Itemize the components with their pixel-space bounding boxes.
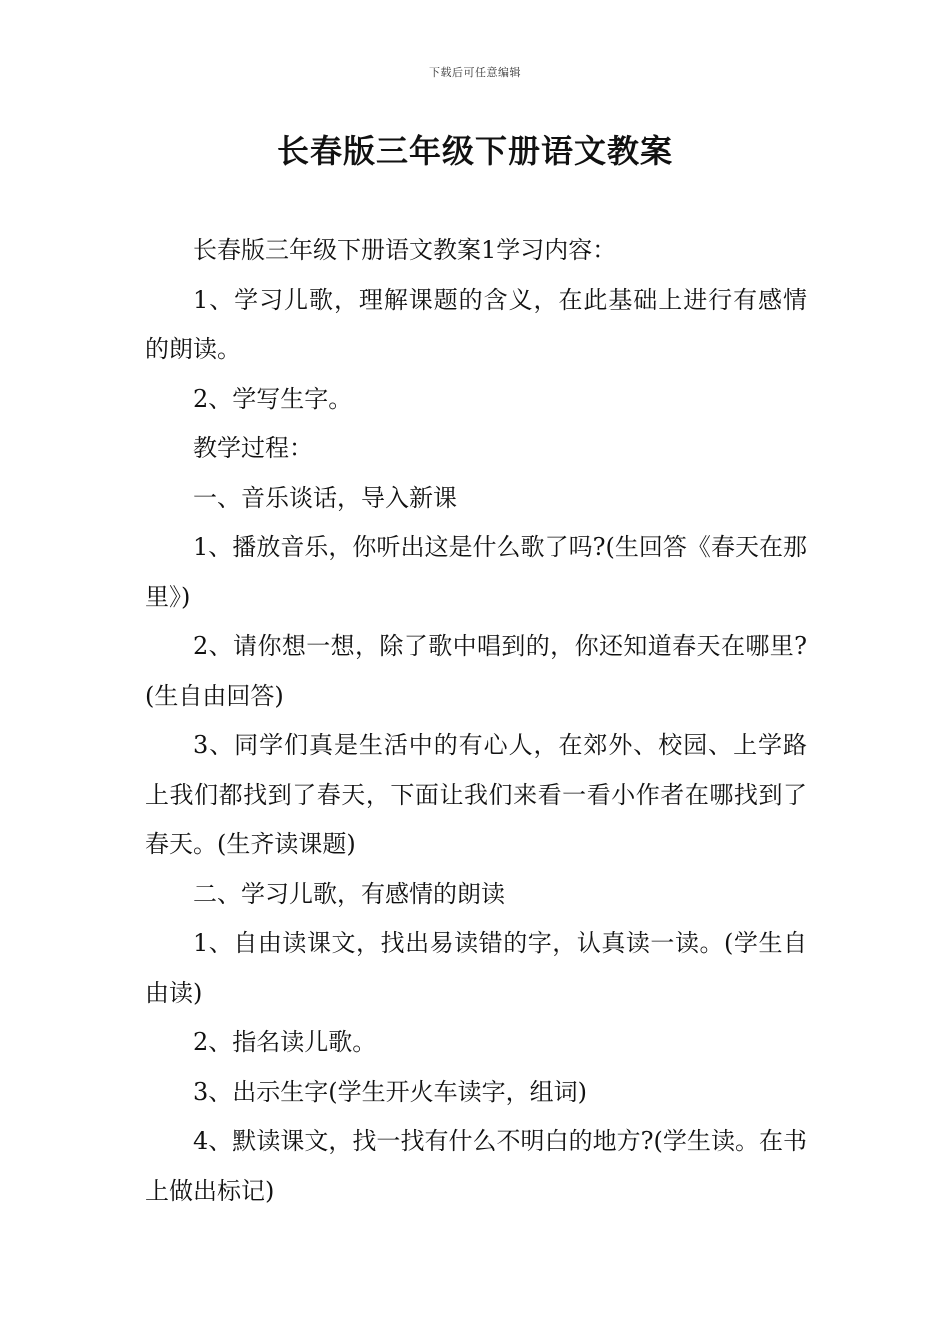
paragraph-objective-1: 1、学习儿歌，理解课题的含义，在此基础上进行有感情的朗读。 <box>145 285 807 363</box>
header-note: 下载后可任意编辑 <box>429 66 521 79</box>
paragraph-section-1-step-1: 1、播放音乐，你听出这是什么歌了吗?(生回答《春天在那里》) <box>145 533 807 611</box>
paragraph-intro: 长春版三年级下册语文教案1学习内容： <box>193 236 617 264</box>
document-title: 长春版三年级下册语文教案 <box>276 132 673 170</box>
paragraph-section-2-heading: 二、学习儿歌，有感情的朗读 <box>193 879 505 908</box>
paragraph-objective-2: 2、学写生字。 <box>193 384 353 413</box>
paragraph-section-2-step-4: 4、默读课文，找一找有什么不明白的地方?(学生读。在书上做出标记) <box>145 1127 807 1205</box>
paragraph-section-1-step-2: 2、请你想一想，除了歌中唱到的，你还知道春天在哪里?(生自由回答) <box>145 632 807 710</box>
paragraph-section-2-step-1: 1、自由读课文，找出易读错的字，认真读一读。(学生自由读) <box>145 929 807 1007</box>
paragraph-process-heading: 教学过程： <box>193 434 313 462</box>
paragraph-section-2-step-3: 3、出示生字(学生开火车读字，组词) <box>193 1077 587 1106</box>
paragraph-section-1-step-3: 3、同学们真是生活中的有心人，在郊外、校园、上学路上我们都找到了春天，下面让我们来看一看小作者在哪找到了春天。(生齐读课题) <box>145 731 807 858</box>
paragraph-section-2-step-2: 2、指名读儿歌。 <box>193 1028 377 1056</box>
paragraph-section-1-heading: 一、音乐谈话，导入新课 <box>193 483 457 512</box>
document-body <box>145 226 807 1216</box>
